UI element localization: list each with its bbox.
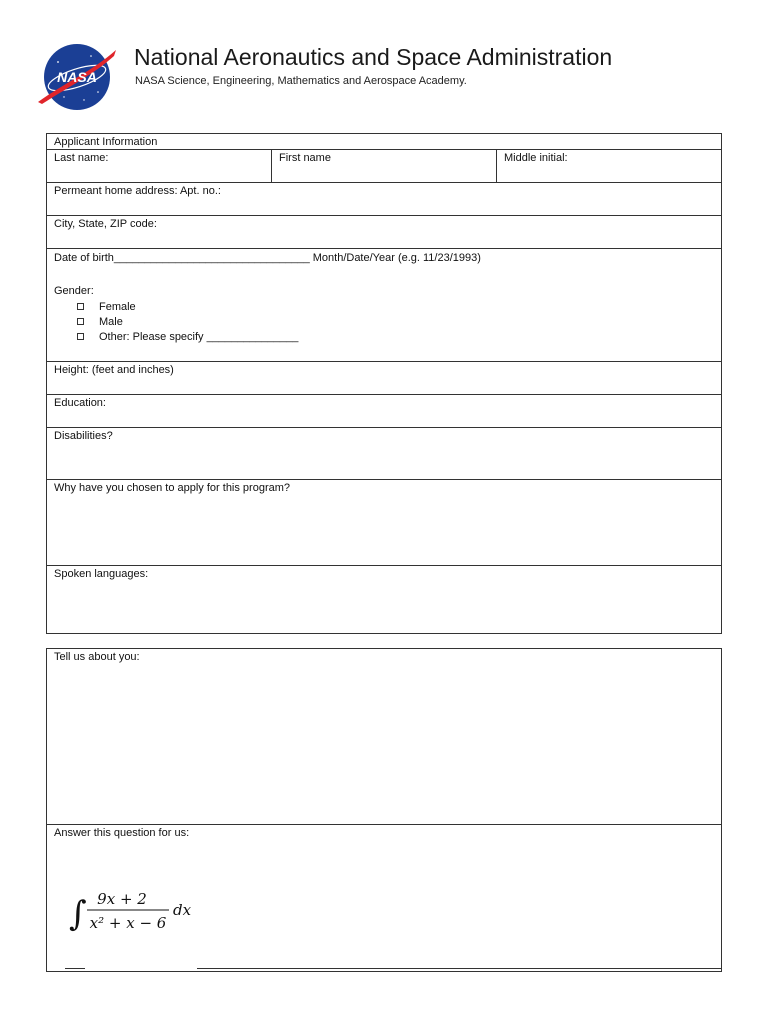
gender-label: Gender: xyxy=(54,285,94,297)
question-field[interactable] xyxy=(47,825,721,971)
last-name-field[interactable] xyxy=(47,150,272,182)
last-name-label: Last name: xyxy=(54,152,109,164)
tell-us-label: Tell us about you: xyxy=(54,651,140,663)
organization-title: National Aeronautics and Space Administration xyxy=(134,44,613,70)
first-name-field[interactable] xyxy=(272,150,497,182)
city-state-zip-field[interactable] xyxy=(47,216,721,249)
gender-option-other[interactable] xyxy=(77,329,721,344)
address-label: Permeant home address: Apt. no.: xyxy=(54,185,221,197)
svg-text:∫: ∫ xyxy=(69,894,87,934)
organization-subtitle: NASA Science, Engineering, Mathematics and Aerospace Academy. xyxy=(135,75,467,87)
education-label: Education: xyxy=(54,397,106,409)
question-label: Answer this question for us: xyxy=(54,827,190,839)
section-title: Applicant Information xyxy=(54,136,158,148)
height-label: Height: (feet and inches) xyxy=(54,364,174,376)
checkbox-icon[interactable] xyxy=(77,318,84,325)
disabilities-label: Disabilities? xyxy=(54,430,113,442)
gender-option-label: Male xyxy=(99,315,123,328)
spoken-languages-field[interactable] xyxy=(47,566,721,633)
address-field[interactable] xyxy=(47,183,721,216)
disabilities-field[interactable] xyxy=(47,428,721,480)
city-state-zip-label: City, State, ZIP code: xyxy=(54,218,157,230)
section-title-row xyxy=(47,134,721,150)
integral-denominator: x² + x − 6 xyxy=(89,914,167,932)
spoken-languages-label: Spoken languages: xyxy=(54,568,149,580)
answer-underline-left xyxy=(65,968,85,969)
date-of-birth-label[interactable]: Date of birth________________________________ Month/Date/Year (e.g. 11/23/1993) xyxy=(54,252,481,264)
why-apply-label: Why have you chosen to apply for this program? xyxy=(54,482,291,494)
why-apply-field[interactable] xyxy=(47,480,721,566)
checkbox-icon[interactable] xyxy=(77,333,84,340)
answer-underline-right xyxy=(197,968,722,969)
document-header xyxy=(36,42,736,112)
essay-table xyxy=(46,648,722,972)
nasa-logo xyxy=(36,42,118,112)
name-row xyxy=(47,150,721,183)
integral-differential: dx xyxy=(173,901,192,919)
education-field[interactable] xyxy=(47,395,721,428)
gender-options xyxy=(77,299,721,344)
middle-initial-field[interactable] xyxy=(497,150,721,182)
first-name-label: First name xyxy=(279,152,331,164)
tell-us-field[interactable] xyxy=(47,649,721,825)
middle-initial-label: Middle initial: xyxy=(504,152,568,164)
dob-gender-row xyxy=(47,250,721,362)
gender-option-label: Other: Please specify _______________ xyxy=(99,330,299,343)
integral-numerator: 9x + 2 xyxy=(97,890,147,908)
checkbox-icon[interactable] xyxy=(77,303,84,310)
height-field[interactable] xyxy=(47,362,721,395)
gender-option-label: Female xyxy=(99,300,136,313)
integral-equation xyxy=(69,879,239,939)
gender-option-male[interactable] xyxy=(77,314,721,329)
gender-option-female[interactable] xyxy=(77,299,721,314)
logo-text: NASA xyxy=(57,69,97,85)
applicant-information-table xyxy=(46,133,722,634)
